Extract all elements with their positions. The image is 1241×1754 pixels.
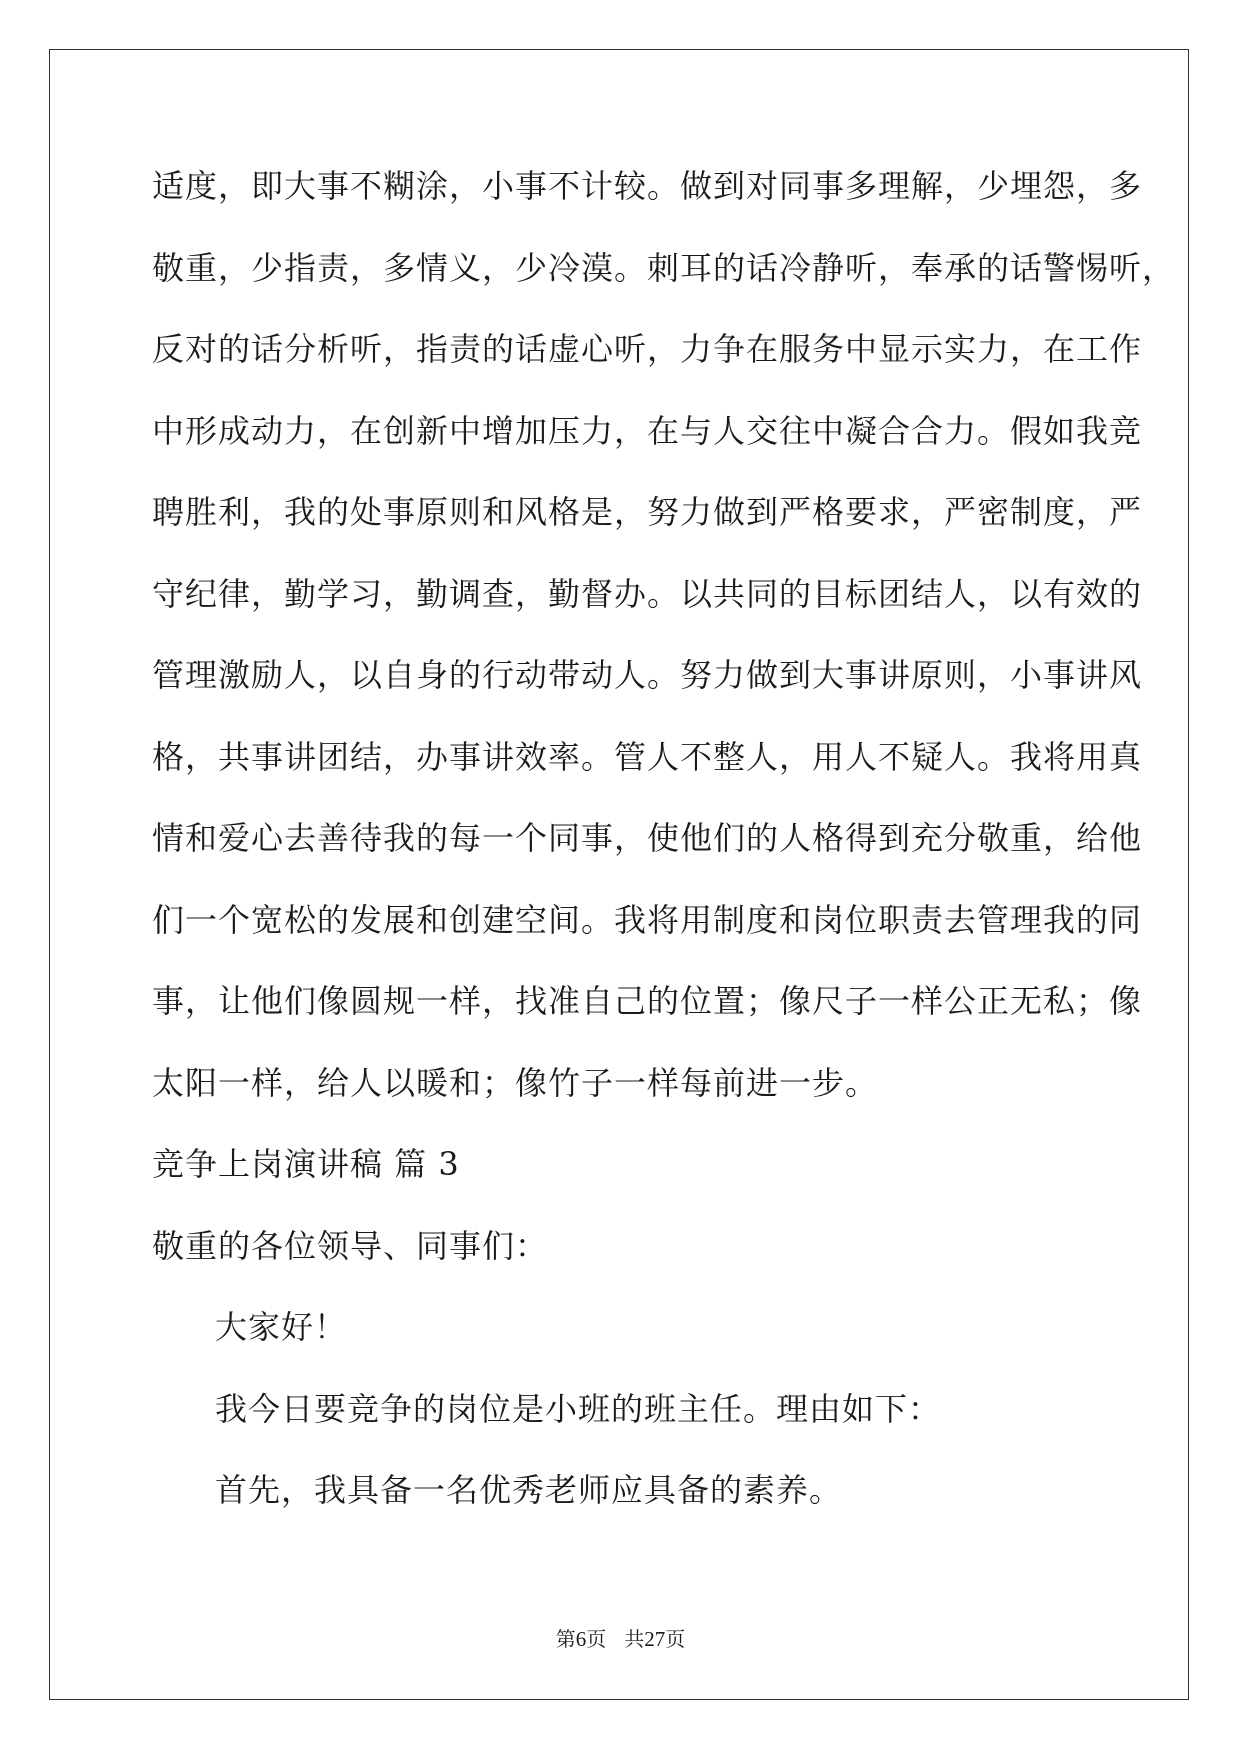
text-line: 中形成动力，在创新中增加压力，在与人交往中凝合合力。假如我竞	[152, 411, 1143, 450]
document-body	[152, 161, 1176, 1547]
greeting: 大家好！	[215, 1308, 348, 1346]
text-line: 适度，即大事不糊涂，小事不计较。做到对同事多理解，少埋怨，多	[152, 167, 1143, 205]
text-line: 们一个宽松的发展和创建空间。我将用制度和岗位职责去管理我的同	[152, 900, 1143, 939]
text-line: 管理激励人，以自身的行动带动人。努力做到大事讲原则，小事讲风	[152, 656, 1143, 694]
section-heading: 竞争上岗演讲稿 篇 3	[152, 1145, 460, 1183]
paragraph: 我今日要竞争的岗位是小班的班主任。理由如下：	[215, 1389, 942, 1428]
text-line: 格，共事讲团结，办事讲效率。管人不整人，用人不疑人。我将用真	[152, 737, 1143, 776]
text-line: 事，让他们像圆规一样，找准自己的位置；像尺子一样公正无私；像	[152, 982, 1143, 1020]
text-line: 太阳一样，给人以暖和；像竹子一样每前进一步。	[152, 1063, 879, 1102]
page-prefix: 第	[555, 1629, 576, 1651]
text-line: 情和爱心去善待我的每一个同事，使他们的人格得到充分敬重，给他	[152, 819, 1143, 857]
text-line: 守纪律，勤学习，勤调查，勤督办。以共同的目标团结人，以有效的	[152, 574, 1143, 613]
current-page-number: 6	[575, 1627, 587, 1651]
salutation: 敬重的各位领导、同事们：	[152, 1226, 549, 1265]
page-footer	[0, 1626, 1241, 1653]
total-prefix: 共	[624, 1629, 645, 1651]
total-page-count: 27	[644, 1627, 666, 1651]
text-line: 敬重，少指责，多情义，少冷漠。刺耳的话冷静听，奉承的话警惕听，	[152, 248, 1176, 287]
paragraph: 首先，我具备一名优秀老师应具备的素养。	[215, 1471, 843, 1509]
page-suffix: 页	[586, 1629, 607, 1651]
text-line: 反对的话分析听，指责的话虚心听，力争在服务中显示实力，在工作	[152, 330, 1143, 368]
text-line: 聘胜利，我的处事原则和风格是，努力做到严格要求，严密制度，严	[152, 493, 1143, 531]
total-suffix: 页	[665, 1629, 686, 1651]
